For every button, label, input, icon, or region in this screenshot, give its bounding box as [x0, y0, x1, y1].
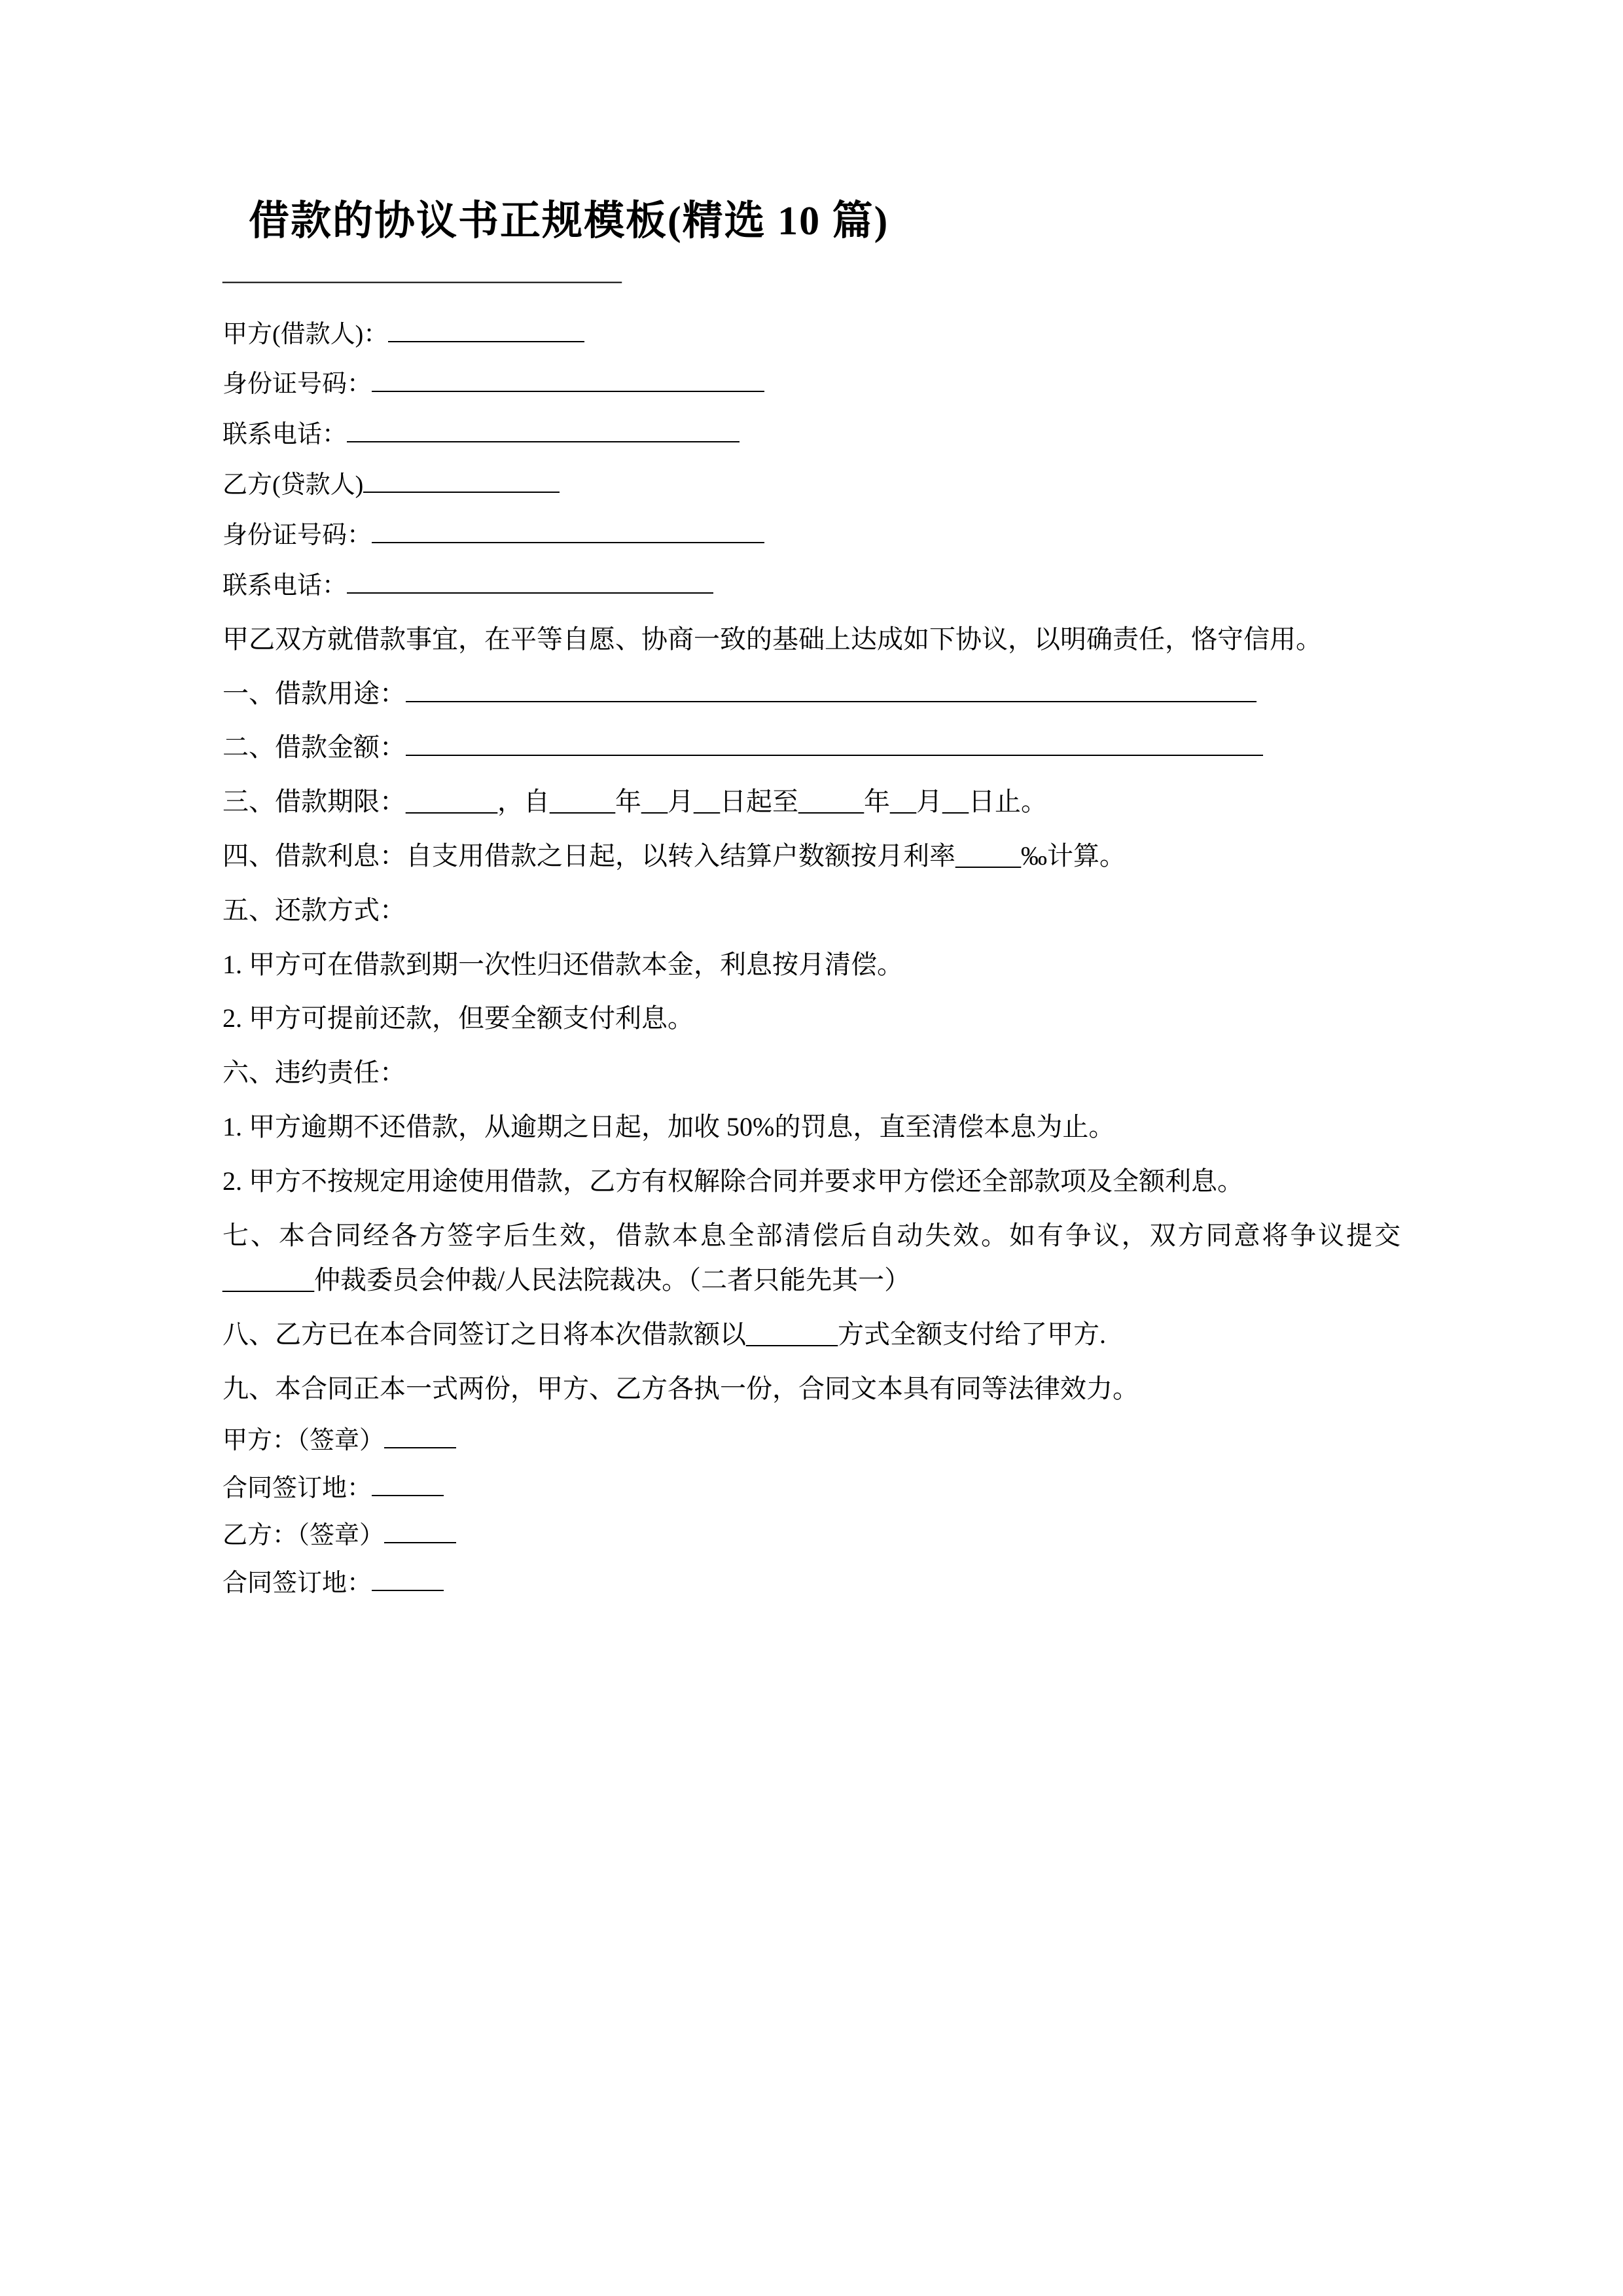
signature-place-a — [223, 1469, 1400, 1509]
field-label: 联系电话： — [223, 571, 348, 600]
field-blank[interactable] — [347, 570, 713, 594]
clause-blank[interactable] — [406, 732, 1263, 756]
field-party-a-id — [223, 365, 1400, 404]
clause-copies: 九、本合同正本一式两份，甲方、乙方各执一份，合同文本具有同等法律效力。 — [223, 1374, 1139, 1403]
signature-blank[interactable] — [372, 1474, 444, 1496]
field-label: 身份证号码： — [223, 370, 372, 399]
field-blank[interactable] — [363, 469, 560, 493]
signature-blank[interactable] — [384, 1426, 456, 1448]
clause-payment: 八、乙方已在本合同签订之日将本次借款额以_______方式全额支付给了甲方. — [223, 1319, 1106, 1350]
signature-label: 乙方：（签章） — [223, 1522, 385, 1550]
field-party-b — [223, 466, 1400, 505]
field-blank[interactable] — [347, 419, 740, 442]
clause-loan-interest: 四、借款利息：自支用借款之日起，以转入结算户数额按月利率_____‰计算。 — [223, 841, 1126, 871]
field-label: 乙方(贷款人) — [223, 471, 364, 499]
clause-label: 二、借款金额： — [223, 732, 406, 762]
field-label: 身份证号码： — [223, 522, 372, 550]
signature-blank[interactable] — [372, 1569, 444, 1591]
clause-label: 一、借款用途： — [223, 678, 406, 708]
field-blank[interactable] — [388, 319, 584, 342]
signature-party-b — [223, 1516, 1400, 1556]
clause-blank[interactable] — [406, 679, 1257, 702]
field-party-b-id — [223, 516, 1400, 555]
signature-label: 合同签订地： — [223, 1474, 372, 1502]
field-label: 甲方(借款人)： — [223, 320, 389, 348]
clause-breach-item-1: 1. 甲方逾期不还借款，从逾期之日起，加收 50%的罚息，直至清偿本息为止。 — [223, 1112, 1115, 1142]
signature-label: 合同签订地： — [223, 1570, 372, 1598]
intro-paragraph: 甲乙双方就借款事宜，在平等自愿、协商一致的基础上达成如下协议，以明确责任，恪守信用。 — [223, 624, 1322, 654]
field-blank[interactable] — [372, 368, 764, 392]
clause-loan-amount — [223, 725, 1400, 770]
clause-repayment-title: 五、还款方式： — [223, 895, 406, 925]
clause-loan-use — [223, 672, 1400, 717]
clause-loan-term: 三、借款期限：_______，自_____年__月__日起至_____年__月__日止。 — [223, 787, 1047, 817]
field-blank[interactable] — [372, 520, 764, 543]
clause-repayment-item-2: 2. 甲方可提前还款，但要全额支付利息。 — [223, 1003, 694, 1033]
signature-blank[interactable] — [384, 1521, 456, 1543]
title-divider: ———————————————— — [223, 264, 620, 295]
clause-effectiveness: 七、本合同经各方签字后生效，借款本息全部清偿后自动失效。如有争议，双方同意将争议提交_______仲裁委员会仲裁/人民法院裁决。（二者只能先其一） — [223, 1220, 1400, 1295]
clause-breach-item-2: 2. 甲方不按规定用途使用借款，乙方有权解除合同并要求甲方偿还全部款项及全额利息。 — [223, 1166, 1243, 1196]
signature-label: 甲方：（签章） — [223, 1426, 385, 1454]
field-party-a — [223, 315, 1400, 354]
clause-breach-title: 六、违约责任： — [223, 1058, 406, 1088]
page-title: 借款的协议书正规模板(精选 10 篇) — [249, 199, 889, 243]
signature-party-a — [223, 1421, 1400, 1461]
field-label: 联系电话： — [223, 421, 348, 449]
field-party-b-phone — [223, 567, 1400, 605]
field-party-a-phone — [223, 416, 1400, 454]
clause-repayment-item-1: 1. 甲方可在借款到期一次性归还借款本金，利息按月清偿。 — [223, 949, 903, 979]
signature-place-b — [223, 1564, 1400, 1604]
